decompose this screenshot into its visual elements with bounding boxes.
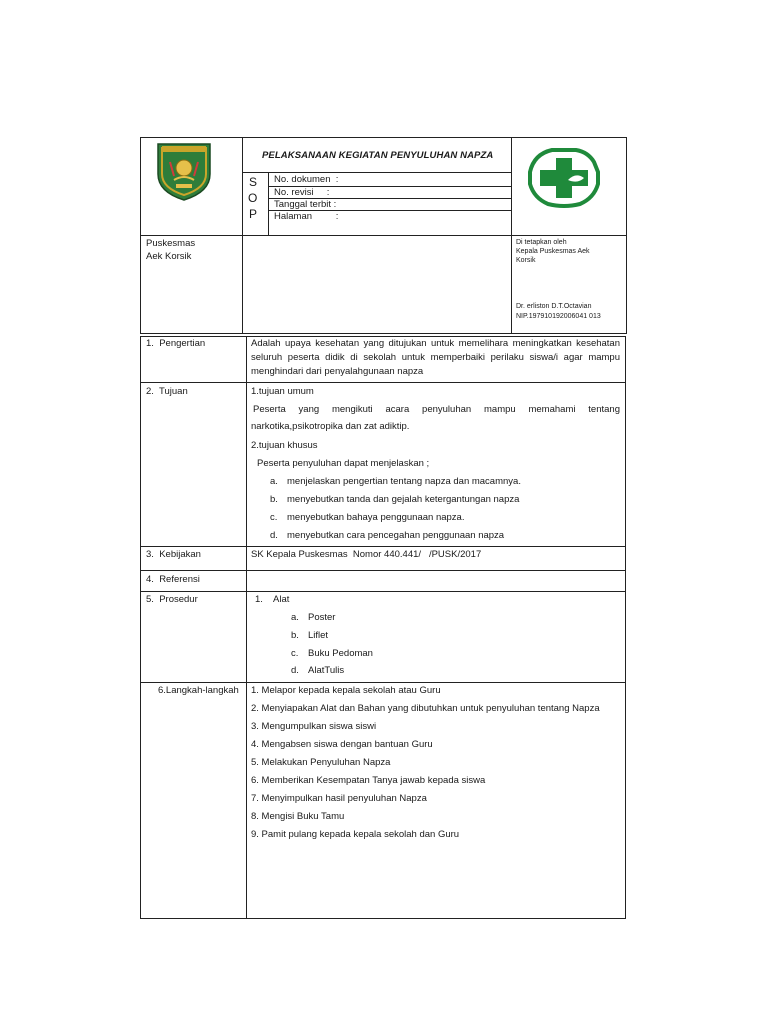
tujuan-khusus-intro: Peserta penyuluhan dapat menjelaskan ; [257,458,430,469]
langkah-step: 5. Melakukan Penyuluhan Napza [251,757,391,768]
pengertian-line-1: Adalah upaya kesehatan yang ditujukan untuk memelihara meningkatkan kesehatan [251,338,620,349]
document-title: PELAKSANAAN KEGIATAN PENYULUHAN NAPZA [262,150,494,161]
langkah-step: 3. Mengumpulkan siswa siswi [251,721,377,732]
tujuan-item-text: menyebutkan bahaya penggunaan napza. [287,512,465,523]
approval-line-1: Di tetapkan oleh [516,239,567,246]
approval-line-2: Kepala Puskesmas Aek [516,248,590,255]
org-place: Aek Korsik [146,251,192,262]
label-kebijakan: 3. Kebijakan [146,549,201,560]
prosedur-item-text: Liflet [308,630,329,641]
sop-letter-p: P [249,207,258,221]
tujuan-item-marker: c. [270,512,278,523]
tujuan-umum-title: 1.tujuan umum [251,386,314,397]
langkah-step: 4. Mengabsen siswa dengan bantuan Guru [251,739,433,750]
langkah-step: 8. Mengisi Buku Tamu [251,811,345,822]
approver-name: Dr. erliston D.T.Octavian [516,303,592,310]
tujuan-item-text: menyebutkan tanda dan gejalah ketergantungan napza [287,494,520,505]
sop-letter-s: S [249,175,258,189]
tujuan-item-text: menyebutkan cara pencegahan penggunaan napza [287,530,505,541]
field-halaman: Halaman : [274,211,339,222]
label-referensi: 4. Referensi [146,574,200,585]
prosedur-item-marker: d. [291,665,299,676]
prosedur-item-text: Poster [308,612,336,623]
tujuan-item-text: menjelaskan pengertian tentang napza dan macamnya. [287,476,521,487]
prosedur-item-marker: a. [291,612,299,623]
prosedur-item-text: Buku Pedoman [308,648,373,659]
tujuan-item-marker: b. [270,494,278,505]
prosedur-heading-number: 1. [255,594,263,605]
label-prosedur: 5. Prosedur [146,594,198,605]
langkah-step: 2. Menyiapakan Alat dan Bahan yang dibutuhkan untuk penyuluhan tentang Napza [251,703,600,714]
health-cross-logo [528,148,600,208]
field-tanggal-terbit: Tanggal terbit : [274,199,337,210]
field-no-dokumen: No. dokumen : [274,174,339,185]
tujuan-umum-line-1: Peserta yang mengikuti acara penyuluhan mampu memahami tentang [253,404,620,415]
prosedur-item-text: AlatTulis [308,665,345,676]
prosedur-item-marker: c. [291,648,299,659]
langkah-step: 9. Pamit pulang kepada kepala sekolah dan Guru [251,829,460,840]
prosedur-heading: Alat [273,594,290,605]
org-name: Puskesmas [146,238,196,249]
langkah-step: 1. Melapor kepada kepala sekolah atau Guru [251,685,441,696]
langkah-step: 6. Memberikan Kesempatan Tanya jawab kepada siswa [251,775,486,786]
field-no-revisi: No. revisi : [274,187,330,198]
label-pengertian: 1. Pengertian [146,338,206,349]
pengertian-line-3: menghindari dari penyalahgunaan napza [251,366,424,377]
label-langkah: 6.Langkah-langkah [158,685,239,696]
kebijakan-text: SK Kepala Puskesmas Nomor 440.441/ /PUSK/2017 [251,549,482,560]
prosedur-item-marker: b. [291,630,299,641]
pengertian-line-2: seluruh peserta didik di sekolah untuk memperbaiki perilaku siswa/i agar mampu [251,352,620,363]
approver-nip: NIP.197910192006041 013 [516,313,601,320]
langkah-step: 7. Menyimpulkan hasil penyuluhan Napza [251,793,427,804]
tujuan-umum-line-2: narkotika,psikotropika dan zat adiktip. [251,421,410,432]
regency-logo [152,140,216,202]
tujuan-khusus-title: 2.tujuan khusus [251,440,318,451]
tujuan-item-marker: a. [270,476,278,487]
sop-letter-o: O [248,191,258,205]
tujuan-item-marker: d. [270,530,278,541]
approval-line-3: Korsik [516,257,536,264]
label-tujuan: 2. Tujuan [146,386,188,397]
